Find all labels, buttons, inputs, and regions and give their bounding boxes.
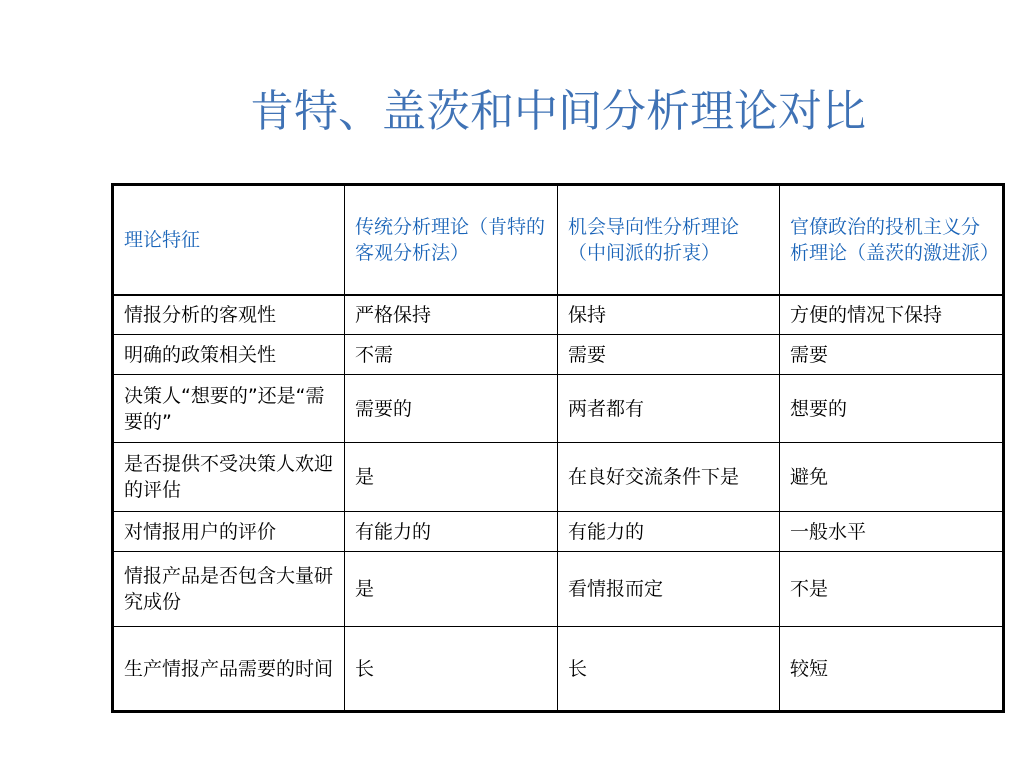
table-cell: 决策人“想要的”还是“需要的”	[113, 375, 345, 443]
table-cell: 是否提供不受决策人欢迎的评估	[113, 443, 345, 512]
table-cell: 长	[345, 627, 558, 712]
table-cell: 有能力的	[345, 512, 558, 552]
table-cell: 对情报用户的评价	[113, 512, 345, 552]
slide-title: 肯特、盖茨和中间分析理论对比	[250, 86, 866, 137]
table-cell: 需要	[780, 335, 1004, 375]
table-row	[113, 375, 1004, 443]
table-cell: 较短	[780, 627, 1004, 712]
table-row	[113, 512, 1004, 552]
header-cell-feature: 理论特征	[113, 185, 345, 295]
table-cell: 严格保持	[345, 295, 558, 335]
table-cell: 需要	[558, 335, 780, 375]
table-row	[113, 627, 1004, 712]
table-cell: 保持	[558, 295, 780, 335]
table-cell: 不需	[345, 335, 558, 375]
header-cell-traditional: 传统分析理论（肯特的客观分析法）	[345, 185, 558, 295]
table-cell: 是	[345, 443, 558, 512]
table-cell: 方便的情况下保持	[780, 295, 1004, 335]
table-cell: 情报产品是否包含大量研究成份	[113, 552, 345, 627]
table-cell: 情报分析的客观性	[113, 295, 345, 335]
table-cell: 生产情报产品需要的时间	[113, 627, 345, 712]
table-row	[113, 552, 1004, 627]
table-row	[113, 443, 1004, 512]
table-cell: 明确的政策相关性	[113, 335, 345, 375]
table-cell: 一般水平	[780, 512, 1004, 552]
table-cell: 长	[558, 627, 780, 712]
table-cell: 有能力的	[558, 512, 780, 552]
table-row	[113, 335, 1004, 375]
table-cell: 是	[345, 552, 558, 627]
table-cell: 避免	[780, 443, 1004, 512]
table-cell: 不是	[780, 552, 1004, 627]
header-cell-opportunity: 机会导向性分析理论（中间派的折衷）	[558, 185, 780, 295]
table-header-row	[113, 185, 1004, 295]
table-cell: 想要的	[780, 375, 1004, 443]
header-cell-bureaucratic: 官僚政治的投机主义分析理论（盖茨的激进派）	[780, 185, 1004, 295]
comparison-table	[111, 183, 1005, 713]
table-cell: 两者都有	[558, 375, 780, 443]
table-cell: 在良好交流条件下是	[558, 443, 780, 512]
table-row	[113, 295, 1004, 335]
table-cell: 需要的	[345, 375, 558, 443]
table-cell: 看情报而定	[558, 552, 780, 627]
